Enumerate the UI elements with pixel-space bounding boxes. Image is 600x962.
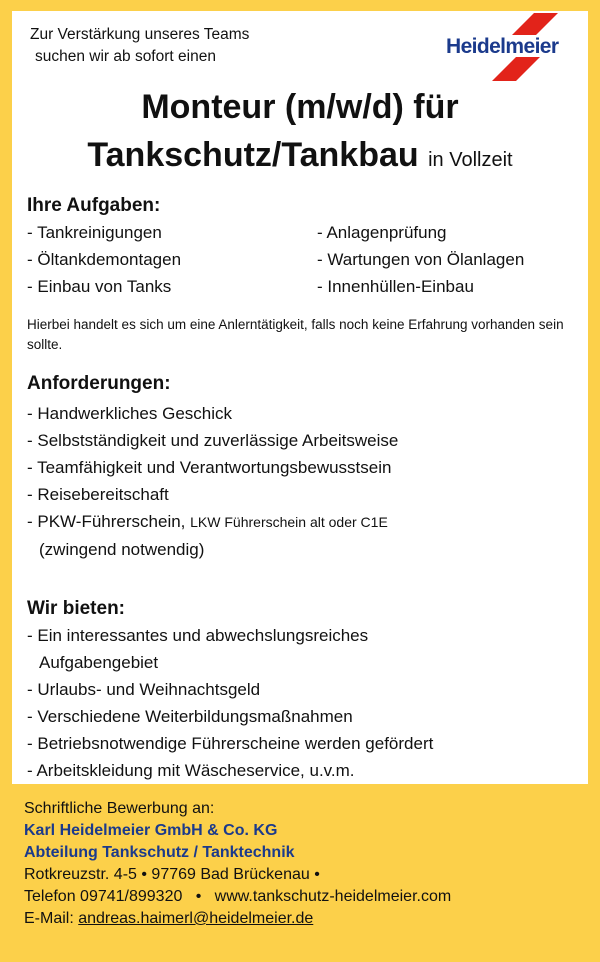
requirements-list [27, 400, 398, 563]
requirement-item: - Selbstständigkeit und zuverlässige Arbeitsweise [27, 431, 399, 450]
tasks-list-right [317, 219, 524, 300]
job-title-main: Tankschutz/Tankbau [87, 136, 419, 174]
task-item: - Einbau von Tanks [27, 277, 172, 296]
task-item: - Anlagenprüfung [317, 223, 447, 242]
requirement-item: - Teamfähigkeit und Verantwortungsbewusstsein [27, 458, 392, 477]
task-item: - Wartungen von Ölanlagen [317, 250, 525, 269]
requirements-heading: Anforderungen: [27, 373, 171, 394]
license-note: (zwingend notwendig) [39, 540, 205, 559]
intro-line-2: suchen wir ab sofort einen [35, 48, 216, 65]
tasks-heading: Ihre Aufgaben: [27, 195, 161, 216]
application-label: Schriftliche Bewerbung an: [24, 800, 215, 817]
offer-item: - Verschiedene Weiterbildungsmaßnahmen [27, 707, 353, 726]
contact-block [24, 798, 451, 930]
offer-item: - Ein interessantes und abwechslungsreiches [27, 626, 369, 645]
intro-line-1: Zur Verstärkung unseres Teams [30, 26, 250, 43]
heidelmeier-logo [446, 13, 590, 83]
email-link[interactable]: andreas.haimerl@heidelmeier.de [78, 910, 314, 927]
offer-item-continuation: Aufgabengebiet [39, 653, 159, 672]
tasks-list-left [27, 219, 181, 300]
offer-item: - Urlaubs- und Weihnachtsgeld [27, 680, 261, 699]
email-line [24, 908, 451, 930]
task-item: - Innenhüllen-Einbau [317, 277, 474, 296]
offer-heading: Wir bieten: [27, 598, 125, 619]
requirement-item: - Reisebereitschaft [27, 485, 169, 504]
offer-item: - Betriebsnotwendige Führerscheine werden gefördert [27, 734, 434, 753]
tasks-note: Hierbei handelt es sich um eine Anlerntätigkeit, falls noch keine Erfahrung vorhanden sein sollte. [27, 317, 564, 352]
company-name: Karl Heidelmeier GmbH & Co. KG [24, 822, 278, 839]
offer-item: - Arbeitskleidung mit Wäscheservice, u.v.m. [27, 761, 355, 780]
department-name: Abteilung Tankschutz / Tanktechnik [24, 844, 295, 861]
requirement-license [27, 508, 398, 536]
job-title-line-2 [12, 135, 588, 180]
offer-list [27, 622, 433, 784]
intro-text [30, 24, 249, 68]
phone-and-website[interactable]: Telefon 09741/899320 • www.tankschutz-heidelmeier.com [24, 888, 452, 905]
requirement-item: - Handwerkliches Geschick [27, 404, 233, 423]
license-detail: LKW Führerschein alt oder C1E [190, 514, 388, 530]
job-ad-content [12, 11, 588, 784]
task-item: - Öltankdemontagen [27, 250, 182, 269]
job-title-suffix: in Vollzeit [428, 149, 513, 171]
license-main: - PKW-Führerschein, [27, 512, 186, 531]
logo-wordmark: Heidelmeier [446, 35, 559, 58]
address: Rotkreuzstr. 4-5 • 97769 Bad Brückenau • [24, 866, 320, 883]
email-label: E-Mail: [24, 910, 74, 927]
job-title-line-1: Monteur (m/w/d) für [141, 88, 459, 126]
task-item: - Tankreinigungen [27, 223, 162, 242]
